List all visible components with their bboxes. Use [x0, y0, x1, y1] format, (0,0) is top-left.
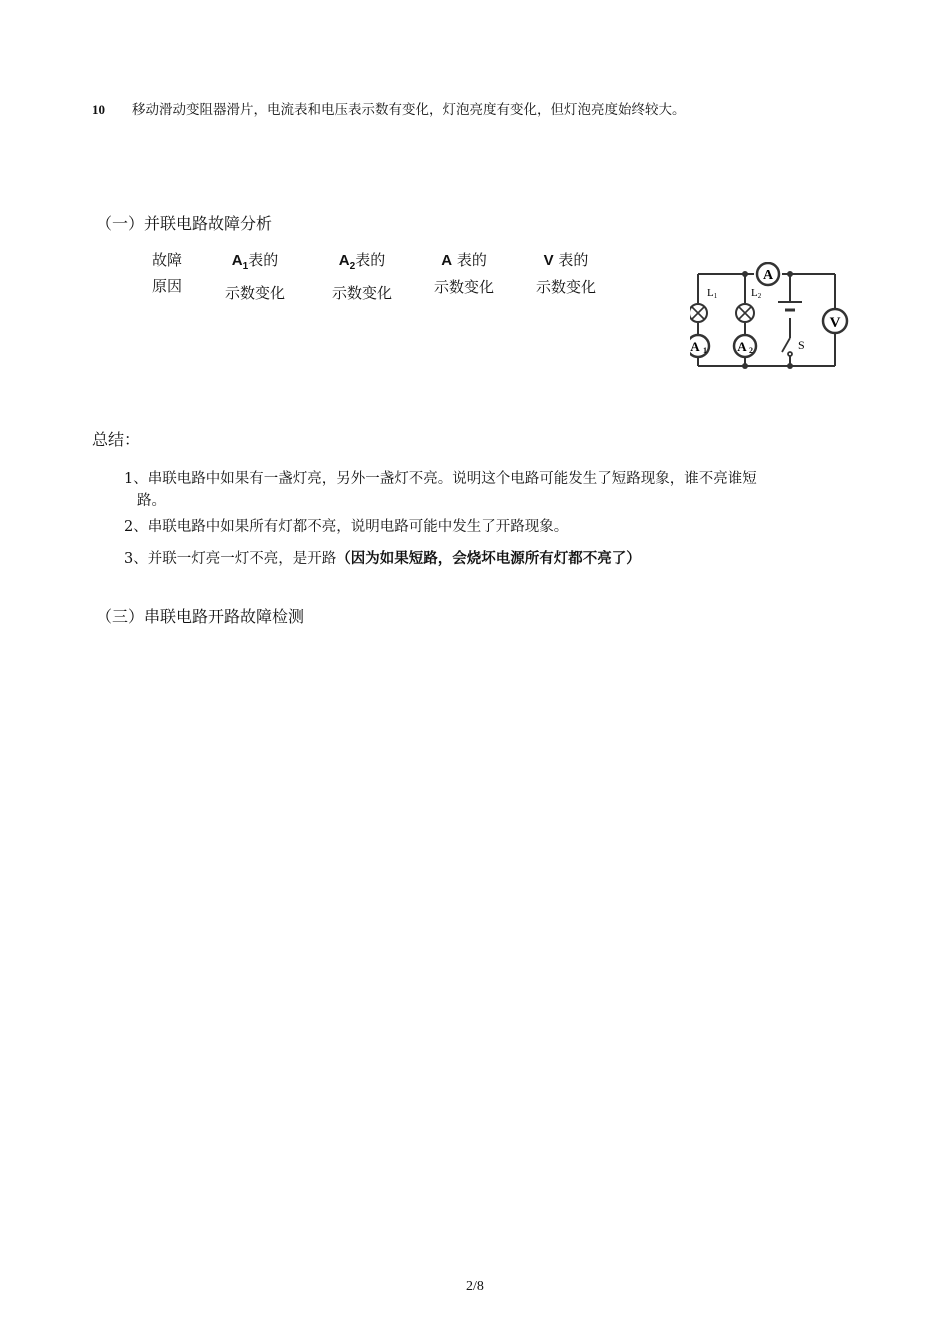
lamp-l2-label: L2 — [751, 287, 762, 300]
section-title-series-open-detect: （三）串联电路开路故障检测 — [96, 607, 305, 626]
summary-item-3: 3、并联一灯亮一灯不亮，是开路（因为如果短路，会烧坏电源所有灯都不亮了） — [124, 551, 641, 567]
ammeter-main-icon — [757, 263, 779, 285]
battery-icon — [778, 302, 802, 310]
item-10 — [92, 98, 686, 118]
col-a-reading — [434, 247, 494, 300]
summary-item-1: 1、串联电路中如果有一盏灯亮，另外一盏灯不亮。说明这个电路可能发生了短路现象，谁不亮谁短 路。 — [124, 471, 757, 509]
parallel-circuit-diagram — [690, 262, 860, 374]
svg-text:1: 1 — [703, 346, 707, 355]
col-v-reading — [536, 247, 596, 300]
ammeter-a2-icon — [734, 335, 756, 357]
col-a1-line1: $A_1$表的 — [231, 251, 279, 272]
item-number: 10 — [92, 102, 105, 117]
col-a2-reading — [332, 247, 392, 306]
summary-item-2: 2、串联电路中如果所有灯都不亮，说明电路可能中发生了开路现象。 — [124, 519, 569, 535]
col-cause-line2: 原因 — [152, 277, 183, 295]
switch-icon — [782, 338, 792, 356]
section-title-parallel-fault: （一）并联电路故障分析 — [96, 214, 273, 233]
voltmeter-icon — [823, 309, 847, 333]
lamp-l1-label: L1 — [707, 287, 718, 300]
summary-title: 总结： — [92, 430, 141, 449]
summary-list — [124, 468, 864, 576]
page-number: 2/8 — [466, 1279, 484, 1294]
svg-text:V: V — [829, 315, 841, 331]
col-a-line1: A 表的 — [441, 251, 487, 269]
switch-label: S — [798, 338, 805, 352]
item-text: 移动滑动变阻器滑片，电流表和电压表示数有变化，灯泡亮度有变化，但灯泡亮度始终较大。 — [132, 102, 686, 118]
summary-item-3-bold: （因为如果短路，会烧坏电源所有灯都不亮了） — [336, 551, 641, 567]
col-a-line2: 示数变化 — [434, 278, 495, 296]
lamp-l2-icon — [736, 304, 754, 322]
col-v-line2: 示数变化 — [536, 278, 597, 296]
col-fault-cause — [152, 247, 182, 299]
col-a1-reading — [225, 247, 285, 306]
lamp-l1-icon — [690, 304, 707, 322]
col-a2-line1: $A_2$表的 — [338, 251, 386, 272]
ammeter-a1-icon — [690, 335, 709, 357]
col-v-line1: V 表的 — [543, 251, 589, 269]
svg-text:2: 2 — [749, 346, 753, 355]
svg-text:A: A — [690, 339, 700, 354]
svg-text:A: A — [762, 268, 774, 283]
col-cause-line1: 故障 — [152, 251, 183, 269]
col-a1-line2: 示数变化 — [225, 284, 286, 302]
col-a2-line2: 示数变化 — [332, 284, 393, 302]
svg-text:A: A — [737, 339, 747, 354]
